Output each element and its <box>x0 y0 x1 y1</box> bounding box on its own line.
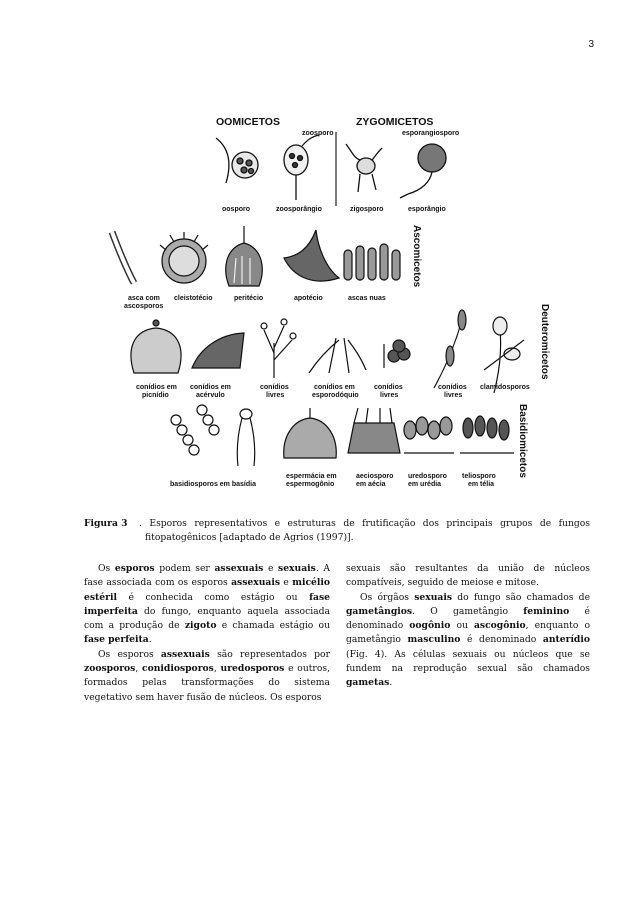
label-apotecio: apotécio <box>294 295 323 302</box>
label-conidios-em-esporodoquio: conídios em <box>314 384 355 391</box>
label-conidios-3: conídios <box>438 384 467 391</box>
label-livres-3: livres <box>444 392 463 399</box>
right-paragraph-1: sexuais são resultantes da união de núcleos compatíveis, seguido de meiose e mitose. <box>346 563 590 589</box>
label-acervulo: acérvulo <box>196 392 225 399</box>
side-label-ascomicetos: Ascomicetos <box>411 225 422 288</box>
label-em-aecia: em aécia <box>356 481 386 488</box>
label-esporodoquio: esporodóquio <box>312 392 359 399</box>
label-conidios-1: conídios <box>260 384 289 391</box>
label-esporangio: esporângio <box>408 206 446 213</box>
label-zoosporangio: zoosporângio <box>276 206 322 213</box>
left-paragraph-2: Os esporos assexuais são representados por zoosporos, conidiosporos, uredosporos e outros, formados pelas transformações do sistema vegetativo sem haver fusão de núcleos. Os esporos <box>84 648 330 703</box>
right-paragraph-2: Os órgãos sexuais do fungo são chamados de gametângios. O gametângio feminino é denominado oogônio ou ascogônio, enquanto o gametângio masculino é denominado anterídio (Fig. 4). As células sexuais ou núcleos que se fundem na reprodução sexual são chamados gametas. <box>346 591 591 689</box>
label-cleistotecio: cleistotécio <box>174 295 213 302</box>
caption-text: . Esporos representativos e estruturas de frutificação dos principais grupos de fungos fitopatogênicos [adaptado de Agrios (1997)]. <box>139 518 590 543</box>
label-livres-2: livres <box>380 392 399 399</box>
header-oomicetos: OOMICETOS <box>216 116 280 128</box>
side-label-basidiomicetos: Basidiomicetos <box>517 404 528 478</box>
label-conidios-em-picnidio: conídios em <box>136 384 177 391</box>
label-espermacia-em: espermácia em <box>286 473 337 480</box>
spore-figure <box>104 108 556 500</box>
label-zigosporo: zigosporo <box>350 206 384 213</box>
label-asca-com: asca com <box>128 295 160 302</box>
label-oosporo: oosporo <box>222 206 250 213</box>
label-ascas-nuas: ascas nuas <box>348 295 386 302</box>
label-uredosporo: uredosporo <box>408 473 447 480</box>
label-zoosporo: zoosporo <box>302 130 334 137</box>
label-teliosporo: teliosporo <box>462 473 496 480</box>
label-clamidosporos: clamidosporos <box>480 384 530 391</box>
left-paragraph-1: Os esporos podem ser assexuais e sexuais. A fase associada com os esporos assexuais e micélio estéril é conhecida como estágio ou fase imperfeita do fungo, enquanto aquela associada com a produção de zigoto e chamada estágio ou fase perfeita. <box>84 563 331 646</box>
label-peritecio: peritécio <box>234 295 264 302</box>
page-number: 3 <box>588 39 594 50</box>
label-conidios-em-acervulo: conídios em <box>190 384 231 391</box>
label-picnidio: picnídio <box>142 392 169 399</box>
label-conidios-2: conídios <box>374 384 403 391</box>
label-em-telia: em télia <box>468 481 495 488</box>
left-column <box>84 562 330 705</box>
label-basidiosporos: basidiosporos em basídia <box>170 481 256 488</box>
label-aeciosporo: aeciosporo <box>356 473 394 480</box>
label-ascosporos: ascosporos <box>124 303 164 310</box>
figure-caption <box>84 517 590 545</box>
label-esporangiosporo: esporangiosporo <box>402 130 460 137</box>
header-zygomicetos: ZYGOMICETOS <box>356 116 434 128</box>
caption-label: Figura 3 <box>84 518 128 529</box>
right-column <box>346 562 590 691</box>
label-livres-1: livres <box>266 392 285 399</box>
label-em-uredia: em urédia <box>408 481 442 488</box>
label-espermogonio: espermogônio <box>286 481 335 488</box>
side-label-deuteromicetos: Deuteromicetos <box>539 304 550 380</box>
